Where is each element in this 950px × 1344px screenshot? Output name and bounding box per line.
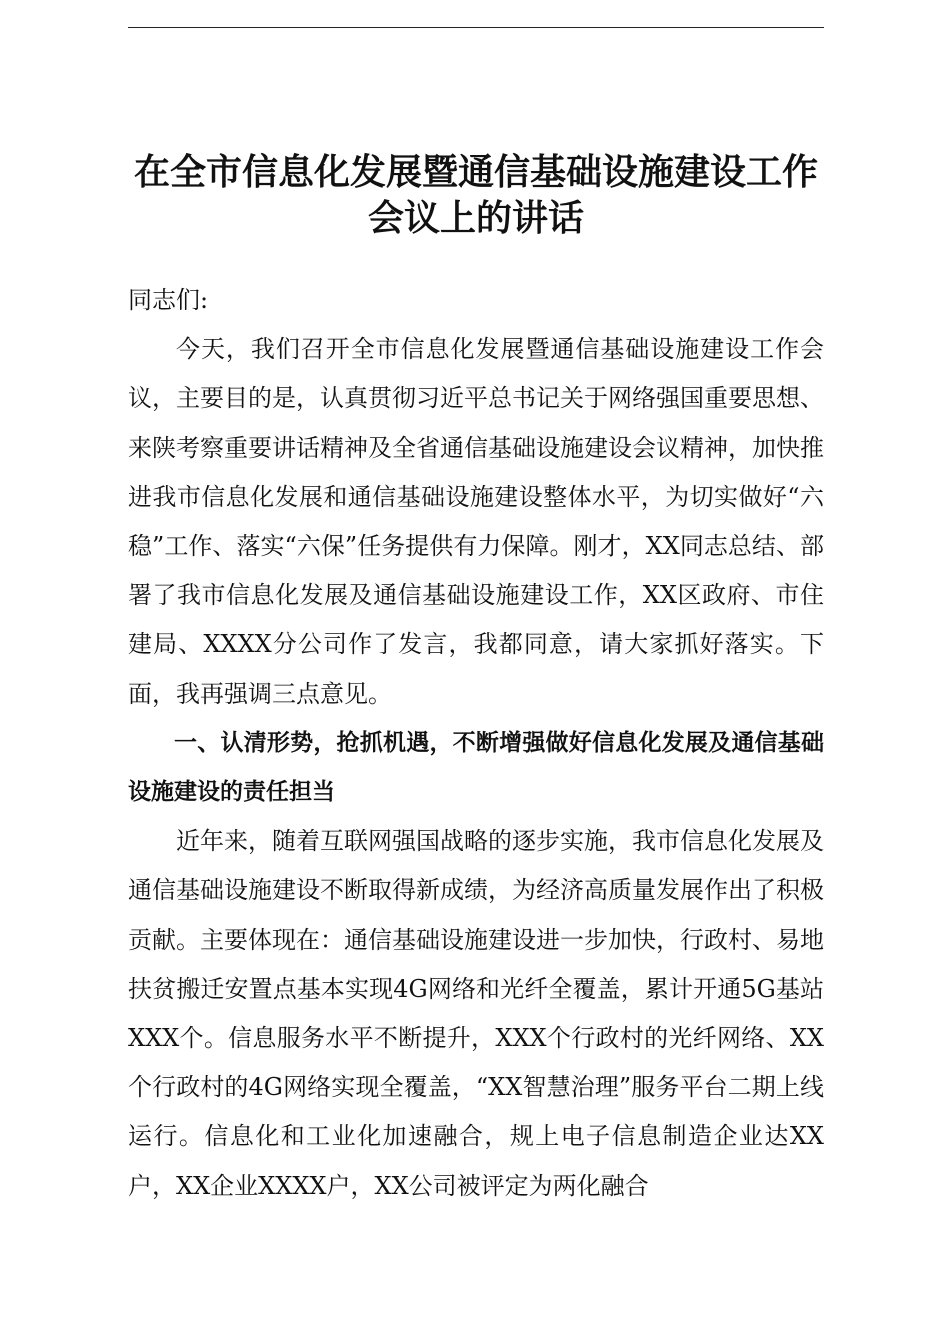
salutation: 同志们: — [128, 286, 209, 314]
paragraph-intro: 今天，我们召开全市信息化发展暨通信基础设施建设工作会议，主要目的是，认真贯彻习近平总书记关于网络强国重要思想、来陕考察重要讲话精神及全省通信基础设施建设会议精神，加快推进我市信息化发展和通信基础设施建设整体水平，为切实做好“六稳”工作、落实“六保”任务提供有力保障。刚才，XX同志总结、部署了我市信息化发展及通信基础设施建设工作，XX区政府、市住建局、XXXX分公司作了发言，我都同意，请大家抓好落实。下面，我再强调三点意见。 — [128, 335, 824, 708]
title-line-2: 会议上的讲话 — [367, 198, 584, 239]
section-heading-1: 一、认清形势，抢抓机遇，不断增强做好信息化发展及通信基础设施建设的责任担当 — [128, 729, 824, 806]
title-line-1: 在全市信息化发展暨通信基础设施建设工作 — [133, 152, 818, 193]
paragraph-achievements: 近年来，随着互联网强国战略的逐步实施，我市信息化发展及通信基础设施建设不断取得新成绩，为经济高质量发展作出了积极贡献。主要体现在：通信基础设施建设进一步加快，行政村、易地扶贫搬迁安置点基本实现4G网络和光纤全覆盖，累计开通5G基站XXX个。信息服务水平不断提升，XXX个行政村的光纤网络、XX个行政村的4G网络实现全覆盖，“XX智慧治理”服务平台二期上线运行。信息化和工业化加速融合，规上电子信息制造企业达XX户，XX企业XXXX户，XX公司被评定为两化融合 — [128, 827, 824, 1200]
document-title — [128, 150, 824, 242]
header-rule — [128, 27, 824, 28]
document-body — [128, 276, 824, 1211]
